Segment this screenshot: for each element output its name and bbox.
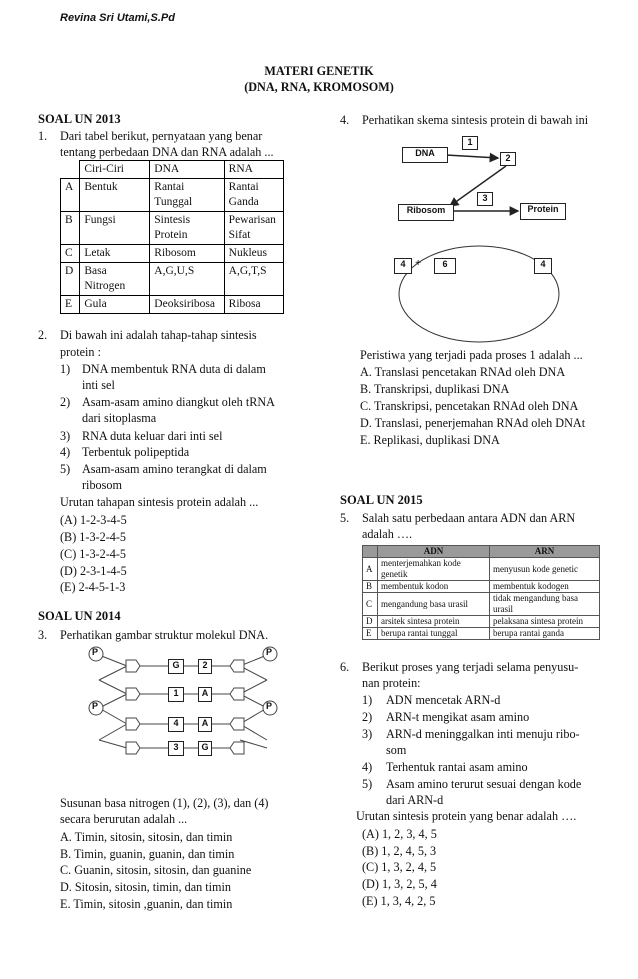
step-item [60, 394, 275, 410]
step-number: 1) [362, 693, 373, 707]
step-text: ARN-t mengikat asam amino [386, 710, 530, 724]
row-dna: Deoksiribosa [150, 296, 224, 314]
process-number-4: 4 [534, 258, 552, 274]
question-number: 5. [340, 511, 350, 525]
step-text-cont: ribosom [82, 478, 122, 492]
row-letter: D [61, 263, 80, 296]
table-row [61, 212, 284, 245]
base-a-label: A [198, 717, 212, 732]
step-number: 1) [60, 362, 71, 376]
row-ciri: Fungsi [80, 212, 150, 245]
row-dna: A,G,U,S [150, 263, 224, 296]
question-4 [340, 112, 588, 128]
question-text-cont: adalah …. [362, 527, 413, 541]
base-number-2: 2 [198, 659, 212, 674]
answer-option[interactable]: (B) 1, 2, 4, 5, 3 [362, 844, 437, 858]
sugar-shape [126, 660, 140, 672]
base-a-label: A [198, 687, 212, 702]
question-3 [38, 627, 268, 643]
step-text-cont: som [386, 743, 407, 757]
answer-option[interactable]: (B) 1-3-2-4-5 [60, 530, 126, 544]
row-dna: Ribosom [150, 245, 224, 263]
row-ciri: Bentuk [80, 179, 150, 212]
table-row [363, 581, 600, 593]
phosphate-label: P [265, 701, 272, 711]
step-text-cont: dari sitoplasma [82, 411, 157, 425]
table-row [363, 628, 600, 640]
question-5 [340, 510, 575, 526]
answer-option[interactable]: C. Guanin, sitosin, sitosin, dan guanine [60, 863, 252, 877]
step-text: ARN-d meninggalkan inti menuju ribo- [386, 727, 580, 741]
dna-diagram-lines [84, 644, 284, 760]
step-number: 4) [362, 760, 373, 774]
step-number: 2) [60, 395, 71, 409]
base-number-1: 1 [168, 687, 184, 702]
question-number: 6. [340, 660, 350, 674]
answer-option[interactable]: A. Timin, sitosin, sitosin, dan timin [60, 830, 233, 844]
table-row [61, 296, 284, 314]
table-header-rna: RNA [224, 161, 283, 179]
sugar-shape [230, 742, 244, 754]
row-adn: arsitek sintesa protein [378, 616, 490, 628]
sugar-shape [126, 718, 140, 730]
process-number-3: 3 [477, 192, 493, 206]
answer-option[interactable]: E. Replikasi, duplikasi DNA [360, 433, 500, 447]
row-arn: tidak mengandung basa urasil [490, 593, 600, 616]
protein-synthesis-diagram [378, 130, 578, 346]
answer-option[interactable]: (D) 2-3-1-4-5 [60, 564, 127, 578]
row-letter: B [61, 212, 80, 245]
row-letter: A [363, 558, 378, 581]
base-g-label: G [168, 659, 184, 674]
answer-option[interactable]: A. Translasi pencetakan RNAd oleh DNA [360, 365, 566, 379]
question-text: Perhatikan gambar struktur molekul DNA. [60, 628, 269, 642]
step-text: RNA duta keluar dari inti sel [82, 429, 223, 443]
answer-option[interactable]: D. Translasi, penerjemahan RNAd oleh DNAt [360, 416, 586, 430]
answer-option[interactable]: B. Timin, guanin, guanin, dan timin [60, 847, 235, 861]
question-number: 3. [38, 628, 48, 642]
row-letter: A [61, 179, 80, 212]
answer-option[interactable]: (C) 1-3-2-4-5 [60, 547, 126, 561]
plus-sign: + [415, 257, 422, 269]
answer-option[interactable]: D. Sitosin, sitosin, timin, dan timin [60, 880, 231, 894]
row-rna: Ribosa [224, 296, 283, 314]
sugar-shape [126, 742, 140, 754]
phosphate-label: P [91, 647, 98, 657]
row-letter: E [61, 296, 80, 314]
answer-option[interactable]: (E) 2-4-5-1-3 [60, 580, 126, 594]
step-text-cont: dari ARN-d [386, 793, 444, 807]
sugar-shape [230, 718, 244, 730]
step-text: DNA membentuk RNA duta di dalam [82, 362, 266, 376]
step-text: Terhentuk rantai asam amino [386, 760, 528, 774]
document-subtitle: (DNA, RNA, KROMOSOM) [244, 80, 394, 94]
answer-option[interactable]: (C) 1, 3, 2, 4, 5 [362, 860, 437, 874]
question-prompt: Urutan tahapan sintesis protein adalah ... [60, 495, 259, 509]
row-letter: C [61, 245, 80, 263]
base-number-4: 4 [168, 717, 184, 732]
author-name: Revina Sri Utami,S.Pd [60, 12, 175, 24]
table-header-arn: ARN [490, 546, 600, 558]
question-prompt-cont: secara berurutan adalah ... [60, 812, 188, 826]
question-text-cont: protein : [60, 345, 101, 359]
row-dna: Rantai Tunggal [150, 179, 224, 212]
step-item [60, 461, 267, 477]
row-adn: berupa rantai tunggal [378, 628, 490, 640]
base-number-3: 3 [168, 741, 184, 756]
question-text-cont: tentang perbedaan DNA dan RNA adalah ... [60, 145, 274, 159]
step-text: Asam amino terurut sesuai dengan kode [386, 777, 582, 791]
row-adn: mengandung basa urasil [378, 593, 490, 616]
step-item [362, 776, 581, 792]
answer-option[interactable]: (E) 1, 3, 4, 2, 5 [362, 894, 436, 908]
question-prompt: Susunan basa nitrogen (1), (2), (3), dan (4) [60, 796, 269, 810]
question-text-cont: nan protein: [362, 676, 421, 690]
row-arn: membentuk kodogen [490, 581, 600, 593]
sugar-shape [126, 688, 140, 700]
step-number: 4) [60, 445, 71, 459]
step-number: 3) [362, 727, 373, 741]
question-prompt: Urutan sintesis protein yang benar adalah …. [356, 809, 577, 823]
table-row [61, 179, 284, 212]
row-rna: Pewarisan Sifat [224, 212, 283, 245]
step-item [60, 428, 222, 444]
table-header-ciri: Ciri-Ciri [80, 161, 150, 179]
row-ciri: Gula [80, 296, 150, 314]
question-text: Salah satu perbedaan antara ADN dan ARN [362, 511, 576, 525]
step-text-cont: inti sel [82, 378, 115, 392]
process-number-4: 4 [394, 258, 412, 274]
question-prompt: Peristiwa yang terjadi pada proses 1 adalah ... [360, 348, 583, 362]
table-row [61, 245, 284, 263]
question-text: Perhatikan skema sintesis protein di bawah ini [362, 113, 589, 127]
question-1 [38, 128, 262, 144]
answer-option[interactable]: E. Timin, sitosin ,guanin, dan timin [60, 897, 233, 911]
dna-box: DNA [402, 147, 448, 163]
section-heading-2014: SOAL UN 2014 [38, 609, 121, 623]
step-item [60, 361, 266, 377]
question-number: 4. [340, 113, 350, 127]
row-arn: berupa rantai ganda [490, 628, 600, 640]
question-2 [38, 327, 257, 343]
question-number: 1. [38, 129, 48, 143]
step-item [362, 726, 580, 742]
dna-structure-diagram [84, 644, 284, 760]
table-header-dna: DNA [150, 161, 224, 179]
base-g-label: G [198, 741, 212, 756]
step-text: ADN mencetak ARN-d [386, 693, 501, 707]
phosphate-label: P [91, 701, 98, 711]
section-heading-2013: SOAL UN 2013 [38, 112, 121, 126]
dna-rna-table [60, 160, 284, 314]
question-number: 2. [38, 328, 48, 342]
row-rna: Rantai Ganda [224, 179, 283, 212]
protein-box: Protein [520, 203, 566, 220]
question-text: Dari tabel berikut, pernyataan yang benar [60, 129, 263, 143]
process-number-2: 2 [500, 152, 516, 166]
step-item [60, 444, 189, 460]
question-text: Di bawah ini adalah tahap-tahap sintesis [60, 328, 257, 342]
step-number: 5) [362, 777, 373, 791]
row-rna: Nukleus [224, 245, 283, 263]
ribosom-box: Ribosom [398, 204, 454, 221]
sugar-shape [230, 660, 244, 672]
table-header-adn: ADN [378, 546, 490, 558]
row-letter: C [363, 593, 378, 616]
adn-arn-table [362, 545, 600, 640]
table-row [363, 616, 600, 628]
step-text: Terbentuk polipeptida [82, 445, 190, 459]
row-letter: D [363, 616, 378, 628]
phosphate-label: P [265, 647, 272, 657]
row-letter: B [363, 581, 378, 593]
question-6 [340, 659, 578, 675]
step-item [362, 692, 500, 708]
row-rna: A,G,T,S [224, 263, 283, 296]
answer-option[interactable]: (D) 1, 3, 2, 5, 4 [362, 877, 437, 891]
row-adn: menterjemahkan kode genetik [378, 558, 490, 581]
row-adn: membentuk kodon [378, 581, 490, 593]
step-text: Asam-asam amino diangkut oleh tRNA [82, 395, 275, 409]
row-ciri: Letak [80, 245, 150, 263]
row-letter: E [363, 628, 378, 640]
section-heading-2015: SOAL UN 2015 [340, 493, 423, 507]
sugar-shape [230, 688, 244, 700]
answer-option[interactable]: (A) 1, 2, 3, 4, 5 [362, 827, 437, 841]
row-dna: Sintesis Protein [150, 212, 224, 245]
answer-option[interactable]: (A) 1-2-3-4-5 [60, 513, 127, 527]
row-arn: menyusun kode genetic [490, 558, 600, 581]
step-text: Asam-asam amino terangkat di dalam [82, 462, 267, 476]
row-arn: pelaksana sintesa protein [490, 616, 600, 628]
step-number: 2) [362, 710, 373, 724]
table-row [363, 558, 600, 581]
row-ciri: Basa Nitrogen [80, 263, 150, 296]
answer-option[interactable]: B. Transkripsi, duplikasi DNA [360, 382, 510, 396]
document-title: MATERI GENETIK [264, 64, 374, 78]
process-number-6: 6 [434, 258, 456, 274]
table-row [61, 263, 284, 296]
step-item [362, 759, 528, 775]
answer-option[interactable]: C. Transkripsi, pencetakan RNAd oleh DNA [360, 399, 579, 413]
step-number: 5) [60, 462, 71, 476]
step-number: 3) [60, 429, 71, 443]
step-item [362, 709, 529, 725]
table-row [363, 593, 600, 616]
question-text: Berikut proses yang terjadi selama penyusu- [362, 660, 579, 674]
process-number-1: 1 [462, 136, 478, 150]
